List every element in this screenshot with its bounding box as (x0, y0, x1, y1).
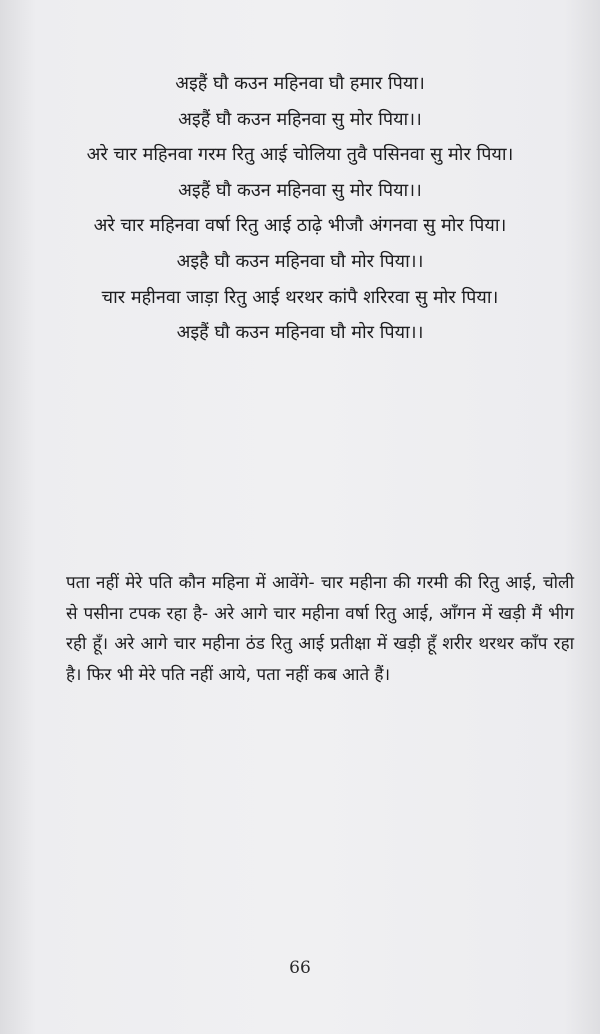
verse-line: अइहैं घौ कउन महिनवा सु मोर पिया।। (178, 179, 422, 201)
verse-line: अइहैं घौ कउन महिनवा सु मोर पिया।। (178, 108, 422, 130)
verse-line: अरे चार महिनवा गरम रितु आई चोलिया तुवै पसिनवा सु मोर पिया। (86, 144, 514, 166)
verse-line: अइहै घौ कउन महिनवा घौ मोर पिया।। (176, 250, 424, 272)
prose-translation: पता नहीं मेरे पति कौन महिना में आवेंगे- चार महीना की गरमी की रितु आई, चोली से पसीना टपक रहा है- अरे आगे चार महीना वर्षा रितु आई, आँगन में खड़ी मैं भीग रही हूँ। अरे आगे चार महीना ठंड रितु आई प्रतीक्षा में खड़ी हूँ शरीर थरथर काँप रहा है। फिर भी मेरे पति नहीं आये, पता नहीं कब आते हैं। (66, 573, 574, 685)
verse-line: चार महीनवा जाड़ा रितु आई थरथर कांपै शरिरवा सु मोर पिया। (101, 286, 499, 308)
verse-line: अइहैं घौ कउन महिनवा घौ मोर पिया।। (176, 322, 424, 344)
folk-song-verse (20, 66, 580, 351)
verse-line: अइहैं घौ कउन महिनवा घौ हमार पिया। (175, 73, 425, 94)
page-number: 66 (289, 958, 311, 978)
verse-line: अरे चार महिनवा वर्षा रितु आई ठाढ़े भीजौ अंगनवा सु मोर पिया। (93, 215, 507, 237)
